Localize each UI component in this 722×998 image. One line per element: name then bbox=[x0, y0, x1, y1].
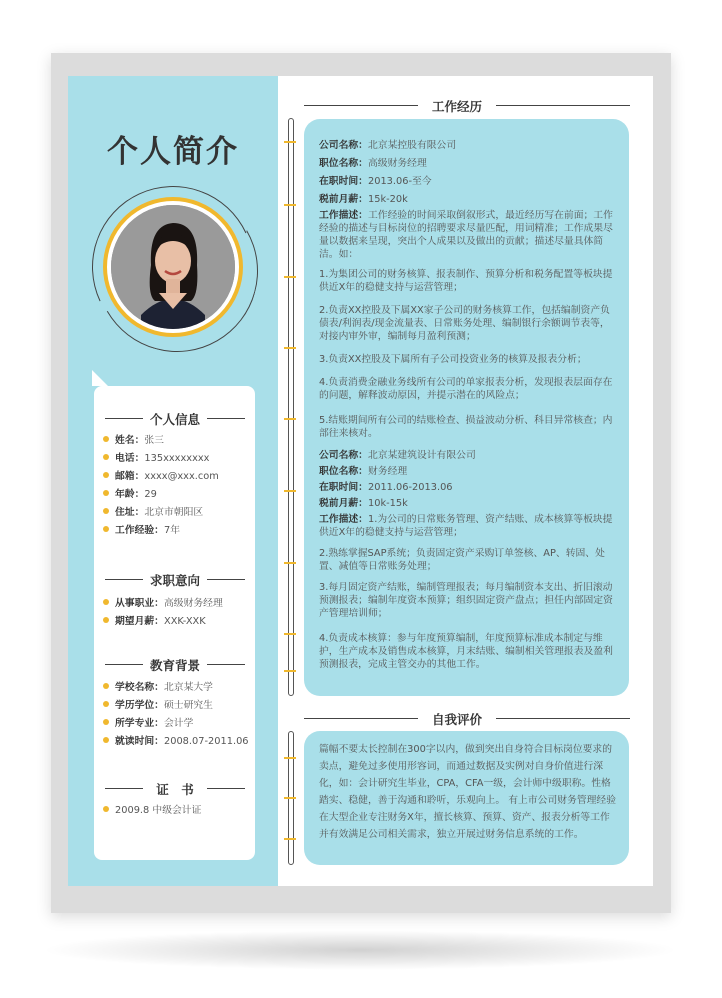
job1-description: 工作描述：工作经验的时间采取倒叙形式，最近经历写在前面；工作经验的描述与目标岗位的招聘要求尽量匹配，用词精准；工作成果尽量以数据来呈现，突出个人成果以及做出的贡献；描述尽量具体简洁。如： bbox=[319, 210, 613, 260]
personal-info-value: 135xxxxxxxx bbox=[144, 453, 210, 464]
personal-info-label: 邮箱： bbox=[115, 471, 145, 482]
education-row bbox=[103, 715, 193, 729]
heading-text: 证 书 bbox=[156, 782, 194, 797]
personal-info-label: 住址： bbox=[115, 507, 145, 518]
certificate-text: 2009.8 中级会计证 bbox=[115, 805, 202, 816]
binder-ring bbox=[284, 347, 296, 349]
bullet-dot bbox=[103, 617, 109, 623]
binder-ring bbox=[284, 276, 296, 278]
job1-salary: 税前月薪：15k-20k bbox=[319, 194, 408, 205]
job1-item: 2.负责XX控股及下属XX家子公司的财务核算工作，包括编制资产负债表/利润表/现金流量表、日常账务处理、编制银行余额调节表等，对接内审外审，编制每月盈利预测； bbox=[319, 305, 610, 342]
job1-period: 在职时间：2013.06-至今 bbox=[319, 176, 432, 187]
heading-text: 求职意向 bbox=[149, 573, 200, 588]
binder-ring bbox=[284, 418, 296, 420]
education-value: 会计学 bbox=[163, 718, 194, 729]
heading-rule-left bbox=[105, 788, 143, 789]
heading-rule-right bbox=[207, 418, 245, 419]
personal-info-value: 7年 bbox=[163, 525, 181, 536]
job1-company: 公司名称：北京某控股有限公司 bbox=[319, 140, 457, 151]
job2-item: 2.熟练掌握SAP系统；负责固定资产采购订单签核、AP、转固、处置、减值等日常账务处理； bbox=[319, 548, 605, 572]
bullet-dot bbox=[103, 436, 109, 442]
self-heading-rule-left bbox=[304, 718, 418, 719]
bullet-dot bbox=[103, 599, 109, 605]
bullet-dot bbox=[103, 490, 109, 496]
personal-info-value: 北京市朝阳区 bbox=[144, 507, 204, 518]
binder-ring bbox=[284, 490, 296, 492]
job2-position: 职位名称：财务经理 bbox=[319, 466, 408, 477]
binder-ring bbox=[284, 204, 296, 206]
education-value: 北京某大学 bbox=[163, 682, 213, 693]
binder-ring bbox=[284, 757, 296, 759]
personal-info-heading bbox=[101, 410, 249, 428]
bullet-dot bbox=[103, 454, 109, 460]
heading-rule-left bbox=[105, 579, 143, 580]
job-intention-row bbox=[103, 595, 223, 609]
work-experience-heading: 工作经历 bbox=[431, 99, 482, 114]
self-evaluation-heading: 自我评价 bbox=[431, 712, 482, 727]
work-heading-rule-right bbox=[496, 105, 630, 106]
heading-text: 教育背景 bbox=[149, 658, 200, 673]
job-intention-heading bbox=[101, 571, 249, 589]
personal-info-row bbox=[103, 450, 209, 464]
bullet-dot bbox=[103, 719, 109, 725]
personal-info-value: xxxx@xxx.com bbox=[144, 471, 219, 482]
job1-item: 4.负责消费金融业务线所有公司的单家报表分析，发现报表层面存在的问题，解释波动原因，并提示潜在的风险点； bbox=[319, 377, 613, 401]
job-intention-label: 从事职业： bbox=[115, 598, 164, 609]
job-intention-value: XXK-XXK bbox=[163, 616, 206, 627]
personal-info-row bbox=[103, 468, 219, 482]
job2-item: 3.每月固定资产结账，编制管理报表；每月编制资本支出、折旧滚动预测报表；编制年度资本预算；组织固定资产盘点；担任内部固定资产管理培训师； bbox=[319, 582, 613, 619]
job1-item: 1.为集团公司的财务核算、报表制作、预算分析和税务配置等板块提供近X年的稳健支持与运营管理； bbox=[319, 269, 613, 293]
education-label: 所学专业： bbox=[115, 718, 164, 729]
personal-info-row bbox=[103, 504, 203, 518]
heading-rule-left bbox=[105, 418, 143, 419]
page-shadow bbox=[40, 930, 680, 970]
heading-rule-right bbox=[207, 788, 245, 789]
resume-title: 个人简介 bbox=[107, 134, 239, 170]
personal-info-label: 年龄： bbox=[115, 489, 145, 500]
binder-ring bbox=[284, 797, 296, 799]
heading-rule-right bbox=[207, 579, 245, 580]
job-intention-row bbox=[103, 613, 206, 627]
education-label: 学历学位： bbox=[115, 700, 164, 711]
job-intention-value: 高级财务经理 bbox=[163, 598, 223, 609]
job1-position: 职位名称：高级财务经理 bbox=[319, 158, 427, 169]
personal-info-row bbox=[103, 522, 180, 536]
personal-info-row bbox=[103, 486, 157, 500]
education-row bbox=[103, 733, 249, 747]
education-label: 学校名称： bbox=[115, 682, 164, 693]
info-card-notch bbox=[92, 370, 108, 386]
bullet-dot bbox=[103, 683, 109, 689]
bullet-dot bbox=[103, 737, 109, 743]
portrait-image bbox=[111, 205, 235, 329]
education-row bbox=[103, 679, 213, 693]
binder-ring bbox=[284, 670, 296, 672]
education-label: 就读时间： bbox=[115, 736, 164, 747]
education-heading bbox=[101, 656, 249, 674]
education-value: 硕士研究生 bbox=[163, 700, 213, 711]
bullet-dot bbox=[103, 526, 109, 532]
self-heading-rule-right bbox=[496, 718, 630, 719]
bullet-dot bbox=[103, 806, 109, 812]
bullet-dot bbox=[103, 472, 109, 478]
personal-info-value: 29 bbox=[144, 489, 157, 500]
profile-photo bbox=[103, 197, 243, 337]
education-value: 2008.07-2011.06 bbox=[163, 736, 249, 747]
work-heading-rule-left bbox=[304, 105, 418, 106]
heading-text: 个人信息 bbox=[149, 412, 200, 427]
heading-rule-right bbox=[207, 664, 245, 665]
personal-info-label: 电话： bbox=[115, 453, 145, 464]
personal-info-label: 姓名： bbox=[115, 435, 145, 446]
job2-item: 4.负责成本核算：参与年度预算编制，年度预算标准成本制定与维护，生产成本及销售成本核算，月末结账、编制相关管理报表及盈利预测报表，完成主管交办的其他工作。 bbox=[319, 633, 613, 670]
self-evaluation-text: 篇幅不要太长控制在300字以内，做到突出自身符合目标岗位要求的卖点，避免过多使用形容词，而通过数据及实例对自身价值进行深化，如：会计研究生毕业，CPA，CFA一级，会计师中级职称。性格踏实、稳健，善于沟通和聆听，乐观向上。 有上市公司财务管理经验 在大型企业专注财务X年，擅长核算、预算、资产、报表分析等工作并有效满足公司相关需求，独立开展过财务信息系统的工作。 bbox=[319, 744, 617, 840]
binder-ring bbox=[284, 838, 296, 840]
certificate-item bbox=[103, 802, 201, 816]
education-row bbox=[103, 697, 213, 711]
job2-salary: 税前月薪：10k-15k bbox=[319, 498, 408, 509]
personal-info-label: 工作经验： bbox=[115, 525, 164, 536]
job2-company: 公司名称：北京某建筑设计有限公司 bbox=[319, 450, 476, 461]
job-intention-label: 期望月薪： bbox=[115, 616, 164, 627]
bullet-dot bbox=[103, 701, 109, 707]
personal-info-value: 张三 bbox=[144, 435, 164, 446]
personal-info-row bbox=[103, 432, 164, 446]
column-divider bbox=[278, 76, 281, 886]
heading-rule-left bbox=[105, 664, 143, 665]
certificate-heading bbox=[101, 780, 249, 798]
job1-item: 5.结账期间所有公司的结账检查、损益波动分析、科目异常核查；内部往来核对。 bbox=[319, 415, 613, 439]
binder-ring bbox=[284, 562, 296, 564]
binder-ring bbox=[284, 141, 296, 143]
job2-period: 在职时间：2011.06-2013.06 bbox=[319, 482, 453, 493]
bullet-dot bbox=[103, 508, 109, 514]
job2-description: 工作描述：1.为公司的日常账务管理、资产结账、成本核算等板块提供近X年的稳健支持与运营管理； bbox=[319, 514, 613, 538]
job1-item: 3.负责XX控股及下属所有子公司投资业务的核算及报表分析； bbox=[319, 354, 587, 365]
avatar bbox=[111, 205, 235, 329]
binder-ring bbox=[284, 633, 296, 635]
